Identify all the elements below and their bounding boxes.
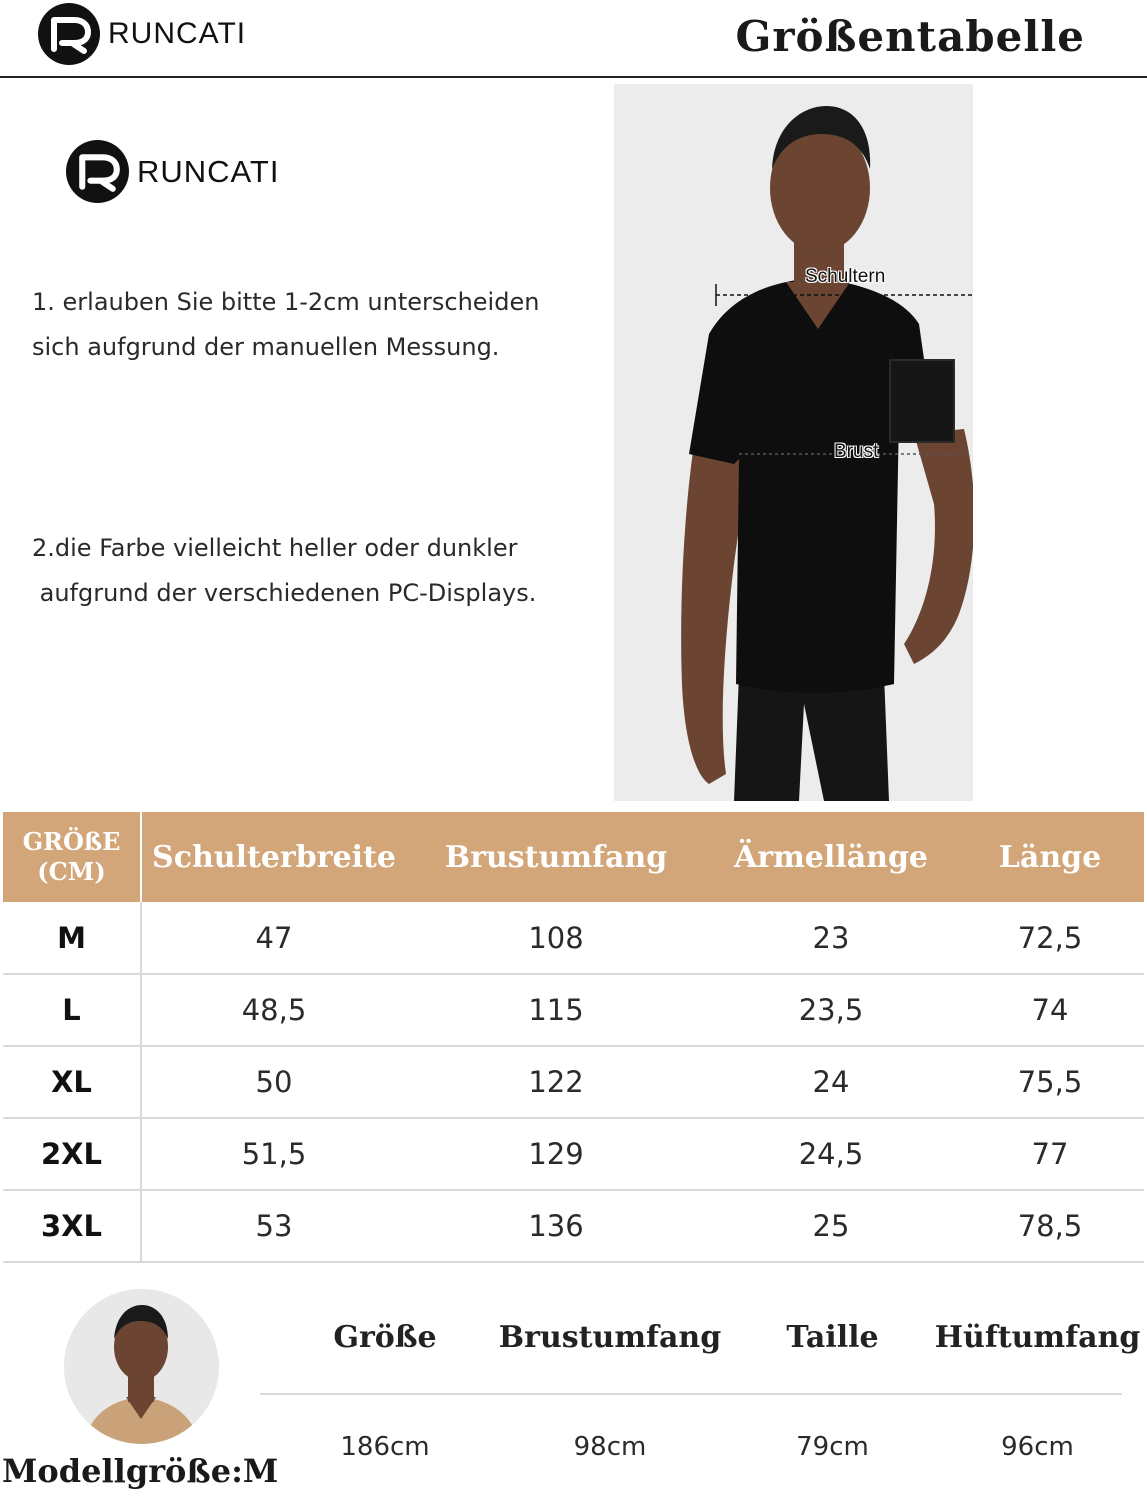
sleeve-cell: 23,5 bbox=[706, 974, 956, 1046]
model-size-caption: Modellgröße:M bbox=[2, 1452, 279, 1490]
header-size bbox=[3, 812, 141, 902]
chest-cell: 122 bbox=[406, 1046, 706, 1118]
divider bbox=[260, 1393, 1122, 1395]
logo-mark-icon bbox=[38, 3, 100, 65]
length-cell: 74 bbox=[956, 974, 1144, 1046]
table-row bbox=[3, 902, 1144, 974]
note-measurement bbox=[32, 280, 592, 370]
brand-name: RUNCATI bbox=[137, 153, 280, 189]
model-header-hip: Hüftumfang bbox=[934, 1320, 1141, 1355]
model-portrait-illustration bbox=[64, 1289, 219, 1444]
model-value-chest: 98cm bbox=[573, 1432, 647, 1462]
size-table-header bbox=[3, 812, 1144, 902]
header-shoulder: Schulterbreite bbox=[141, 812, 406, 902]
length-cell: 75,5 bbox=[956, 1046, 1144, 1118]
model-value-hip: 96cm bbox=[1001, 1432, 1074, 1462]
model-photo bbox=[614, 84, 973, 801]
size-cell: M bbox=[3, 902, 141, 974]
header-length: Länge bbox=[956, 812, 1144, 902]
table-row bbox=[3, 1190, 1144, 1262]
size-cell: L bbox=[3, 974, 141, 1046]
brand-logo-secondary bbox=[66, 140, 279, 203]
sleeve-cell: 24 bbox=[706, 1046, 956, 1118]
model-avatar bbox=[64, 1289, 219, 1444]
model-header-waist: Taille bbox=[786, 1320, 879, 1355]
header-size-label: GRÖßE bbox=[22, 827, 121, 856]
header-chest: Brustumfang bbox=[406, 812, 706, 902]
shoulder-cell: 50 bbox=[141, 1046, 406, 1118]
note-line: 2.die Farbe vielleicht heller oder dunkler bbox=[32, 534, 518, 562]
shoulder-cell: 51,5 bbox=[141, 1118, 406, 1190]
model-figure-illustration bbox=[614, 84, 973, 801]
page-title: Größentabelle bbox=[735, 12, 1085, 61]
brand-name: RUNCATI bbox=[108, 17, 247, 50]
model-header-chest: Brustumfang bbox=[498, 1320, 722, 1355]
length-cell: 77 bbox=[956, 1118, 1144, 1190]
header-sleeve: Ärmellänge bbox=[706, 812, 956, 902]
logo-mark-icon bbox=[66, 140, 129, 203]
length-cell: 72,5 bbox=[956, 902, 1144, 974]
size-cell: 2XL bbox=[3, 1118, 141, 1190]
sleeve-cell: 24,5 bbox=[706, 1118, 956, 1190]
size-table bbox=[3, 812, 1144, 1263]
table-row bbox=[3, 1046, 1144, 1118]
size-cell: XL bbox=[3, 1046, 141, 1118]
size-cell: 3XL bbox=[3, 1190, 141, 1262]
note-line: 1. erlauben Sie bitte 1-2cm unterscheiden bbox=[32, 288, 540, 316]
shoulder-measure-label: Schultern bbox=[805, 266, 886, 287]
header-bar bbox=[0, 0, 1147, 78]
note-line: aufgrund der verschiedenen PC-Displays. bbox=[32, 579, 537, 607]
note-line: sich aufgrund der manuellen Messung. bbox=[32, 333, 500, 361]
shoulder-cell: 48,5 bbox=[141, 974, 406, 1046]
model-header-height: Größe bbox=[333, 1320, 437, 1355]
chest-cell: 129 bbox=[406, 1118, 706, 1190]
chest-measure-label: Brust bbox=[834, 441, 879, 462]
model-value-waist: 79cm bbox=[796, 1432, 869, 1462]
chest-cell: 115 bbox=[406, 974, 706, 1046]
shoulder-cell: 53 bbox=[141, 1190, 406, 1262]
note-color bbox=[32, 526, 592, 616]
chest-cell: 136 bbox=[406, 1190, 706, 1262]
brand-logo bbox=[38, 3, 246, 65]
header-size-unit: (CM) bbox=[37, 857, 106, 886]
sleeve-cell: 25 bbox=[706, 1190, 956, 1262]
shoulder-cell: 47 bbox=[141, 902, 406, 974]
table-row bbox=[3, 1118, 1144, 1190]
length-cell: 78,5 bbox=[956, 1190, 1144, 1262]
chest-cell: 108 bbox=[406, 902, 706, 974]
table-row bbox=[3, 974, 1144, 1046]
model-value-height: 186cm bbox=[340, 1432, 430, 1462]
sleeve-cell: 23 bbox=[706, 902, 956, 974]
